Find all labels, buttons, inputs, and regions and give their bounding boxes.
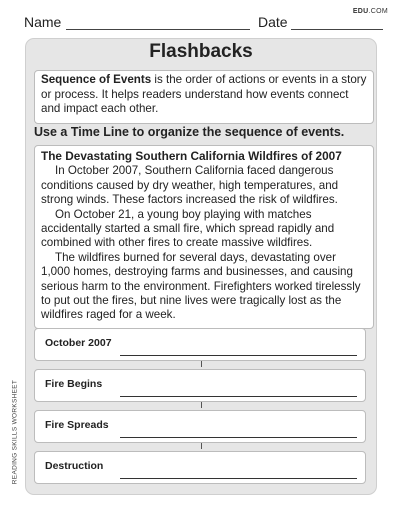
logo-bold: EDU bbox=[352, 8, 369, 15]
story-paragraph: The wildfires burned for several days, devastating over 1,000 homes, destroying farms and businesses, and causing serious harm to the environment. Firefighters worked tirelessly to put out the fires, but nine lives were tragically lost as the wildfires raged for a week. bbox=[41, 250, 361, 322]
date-field[interactable] bbox=[291, 29, 383, 30]
definition-term: Sequence of Events bbox=[41, 73, 152, 86]
timeline-label: October 2007 bbox=[45, 337, 112, 349]
answer-line[interactable] bbox=[120, 437, 357, 438]
timeline-box[interactable] bbox=[34, 451, 366, 484]
timeline-box[interactable] bbox=[34, 328, 366, 361]
timeline-label: Fire Spreads bbox=[45, 419, 109, 431]
timeline-connector bbox=[201, 402, 202, 408]
definition-box bbox=[34, 70, 374, 124]
name-label: Name bbox=[24, 14, 62, 30]
story-box bbox=[34, 145, 374, 329]
story-paragraph: In October 2007, Southern California faced dangerous conditions caused by dry weather, high temperatures, and strong winds. These factors increased the risk of wildfires. bbox=[41, 164, 339, 207]
timeline-label: Fire Begins bbox=[45, 378, 103, 390]
answer-line[interactable] bbox=[120, 478, 357, 479]
side-label bbox=[7, 372, 23, 492]
worksheet-title: Flashbacks bbox=[149, 41, 253, 62]
answer-line[interactable] bbox=[120, 355, 357, 356]
answer-line[interactable] bbox=[120, 396, 357, 397]
site-logo bbox=[353, 8, 388, 15]
date-label: Date bbox=[258, 14, 288, 30]
side-label-text: READING SKILLS WORKSHEET bbox=[11, 379, 19, 485]
story-title: The Devastating Southern California Wildfires of 2007 bbox=[41, 149, 342, 163]
story-paragraph: On October 21, a young boy playing with matches accidentally started a small fire, which spread rapidly and combined with other fires to create massive wildfires. bbox=[41, 207, 335, 250]
worksheet-panel bbox=[25, 38, 377, 495]
timeline-connector bbox=[201, 361, 202, 367]
logo-rest: .COM bbox=[368, 8, 388, 15]
definition-text: is the order of actions or events in a story or process. It helps readers understand how events connect and impact each other. bbox=[41, 73, 367, 115]
timeline-label: Destruction bbox=[45, 460, 104, 472]
name-field[interactable] bbox=[66, 29, 250, 30]
timeline-box[interactable] bbox=[34, 410, 366, 443]
timeline-connector bbox=[201, 443, 202, 449]
timeline-box[interactable] bbox=[34, 369, 366, 402]
instruction-text: Use a Time Line to organize the sequence of events. bbox=[34, 125, 345, 139]
